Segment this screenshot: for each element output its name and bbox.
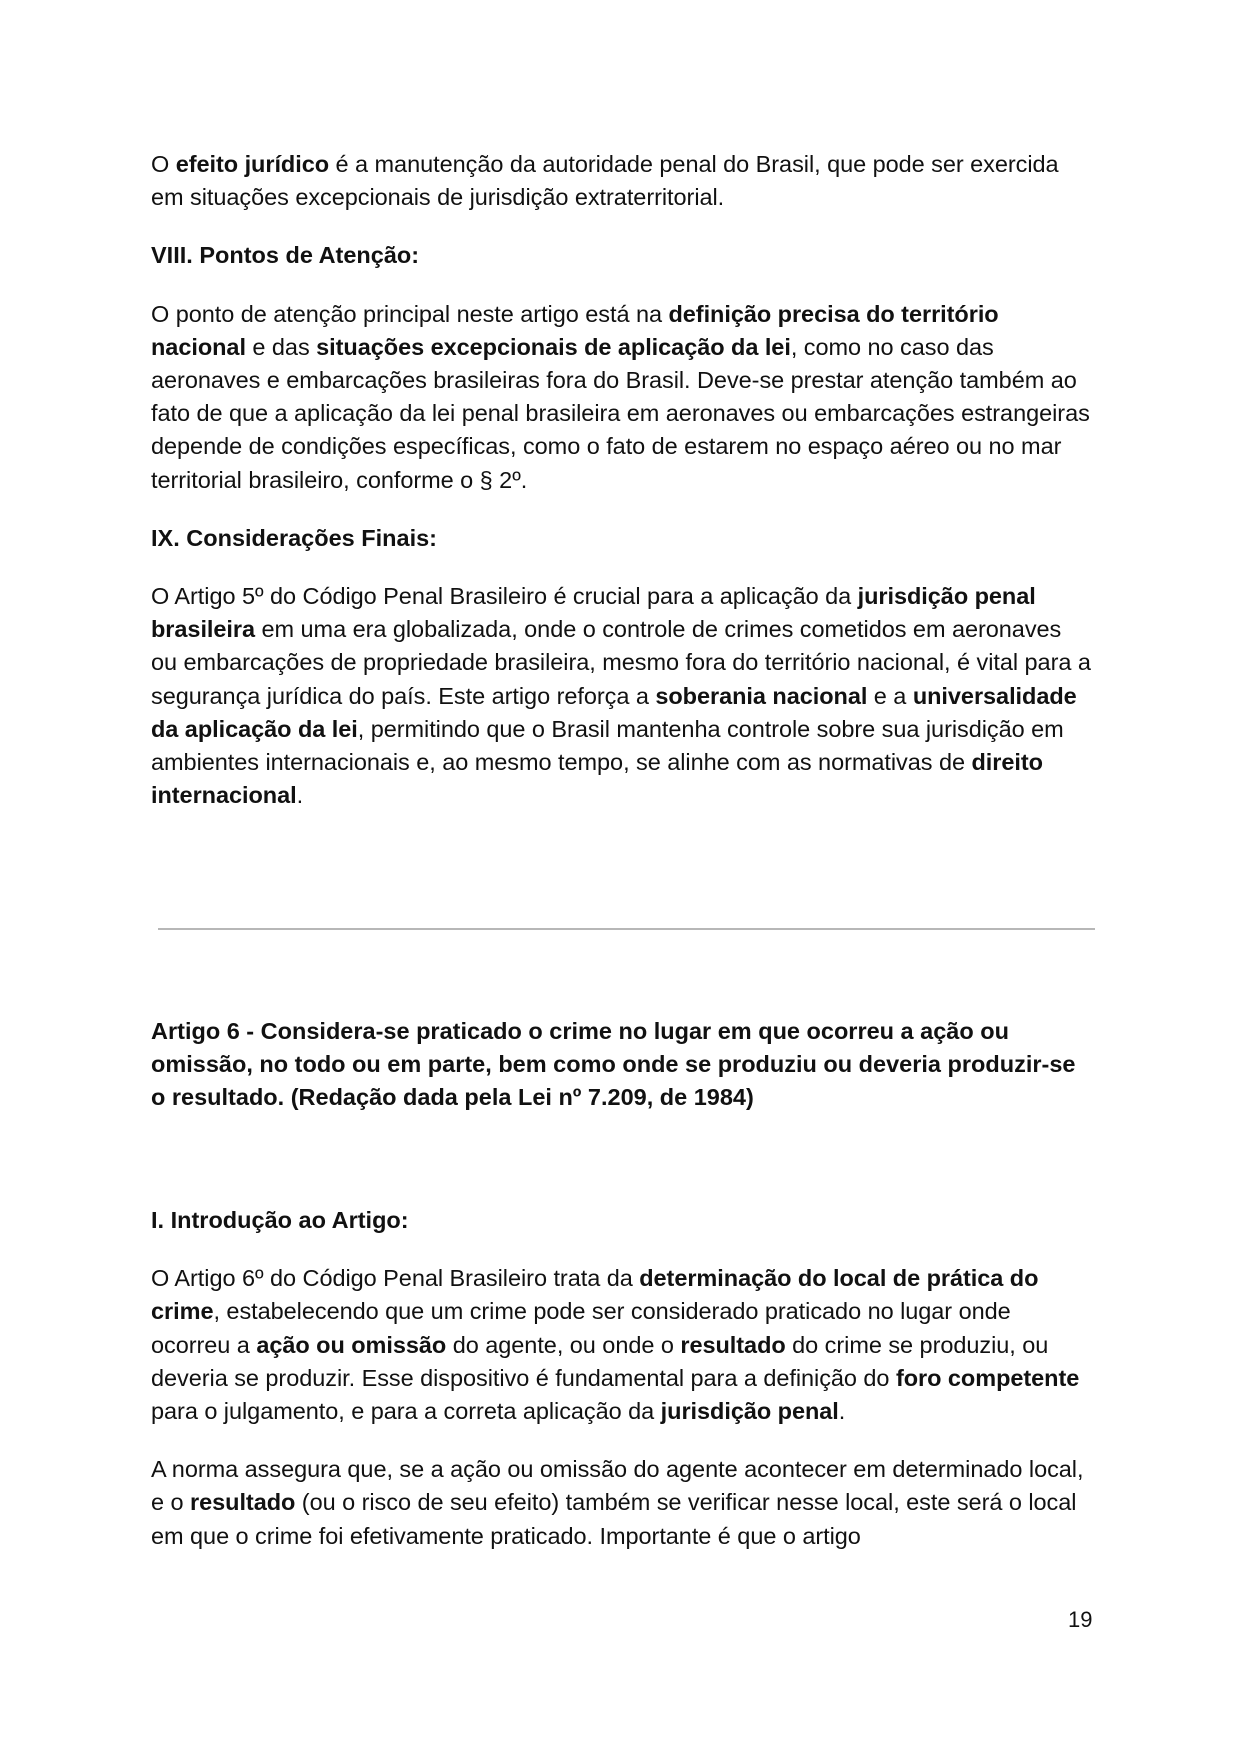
article6-title: Artigo 6 - Considera-se praticado o crime no lugar em que ocorreu a ação ou omissão, no todo ou em parte, bem como onde se produziu ou deveria produzir-se o resultado. (Redação dada pela Lei nº 7.209, de 1984) xyxy=(151,1018,1076,1111)
page-number: 19 xyxy=(1068,1607,1093,1632)
paragraph-norm-assurance: A norma assegura que, se a ação ou omissão do agente acontecer em determinado local, e o resultado (ou o risco de seu efeito) também se verificar nesse local, este será o local em que o crime foi efetivamente praticado. Importante é que o artigo xyxy=(151,1456,1084,1549)
paragraph-introduction: O Artigo 6º do Código Penal Brasileiro trata da determinação do local de prática do crime, estabelecendo que um crime pode ser considerado praticado no lugar onde ocorreu a ação ou omissão do agente, ou onde o resultado do crime se produziu, ou deveria se produzir. Esse dispositivo é fundamental para a definição do foro competente para o julgamento, e para a correta aplicação da jurisdição penal. xyxy=(151,1265,1080,1425)
article6-title-block xyxy=(151,1015,1091,1115)
heading-points-of-attention: VIII. Pontos de Atenção: xyxy=(151,242,420,269)
document-section-article6 xyxy=(151,1204,1091,1553)
paragraph-points-of-attention: O ponto de atenção principal neste artigo está na definição precisa do território nacional e das situações excepcionais de aplicação da lei, como no caso das aeronaves e embarcações brasileiras fora do Brasil. Deve-se prestar atenção também ao fato de que a aplicação da lei penal brasileira em aeronaves ou embarcações estrangeiras depende de condições específicas, como o fato de estarem no espaço aéreo ou no mar territorial brasileiro, conforme o § 2º. xyxy=(151,300,1090,493)
paragraph-legal-effect: O efeito jurídico é a manutenção da autoridade penal do Brasil, que pode ser exercida em situações excepcionais de jurisdição extraterritorial. xyxy=(151,151,1059,211)
heading-final-considerations: IX. Considerações Finais: xyxy=(151,524,438,551)
heading-introduction: I. Introdução ao Artigo: xyxy=(151,1207,409,1233)
horizontal-divider xyxy=(158,928,1095,930)
paragraph-final-considerations: O Artigo 5º do Código Penal Brasileiro é crucial para a aplicação da jurisdição penal brasileira em uma era globalizada, onde o controle de crimes cometidos em aeronaves ou embarcações de propriedade brasileira, mesmo fora do território nacional, é vital para a segurança jurídica do país. Este artigo reforça a soberania nacional e a universalidade da aplicação da lei, permitindo que o Brasil mantenha controle sobre sua jurisdição em ambientes internacionais e, ao mesmo tempo, se alinhe com as normativas de direito internacional. xyxy=(151,583,1091,809)
document-section-article5 xyxy=(151,148,1091,812)
